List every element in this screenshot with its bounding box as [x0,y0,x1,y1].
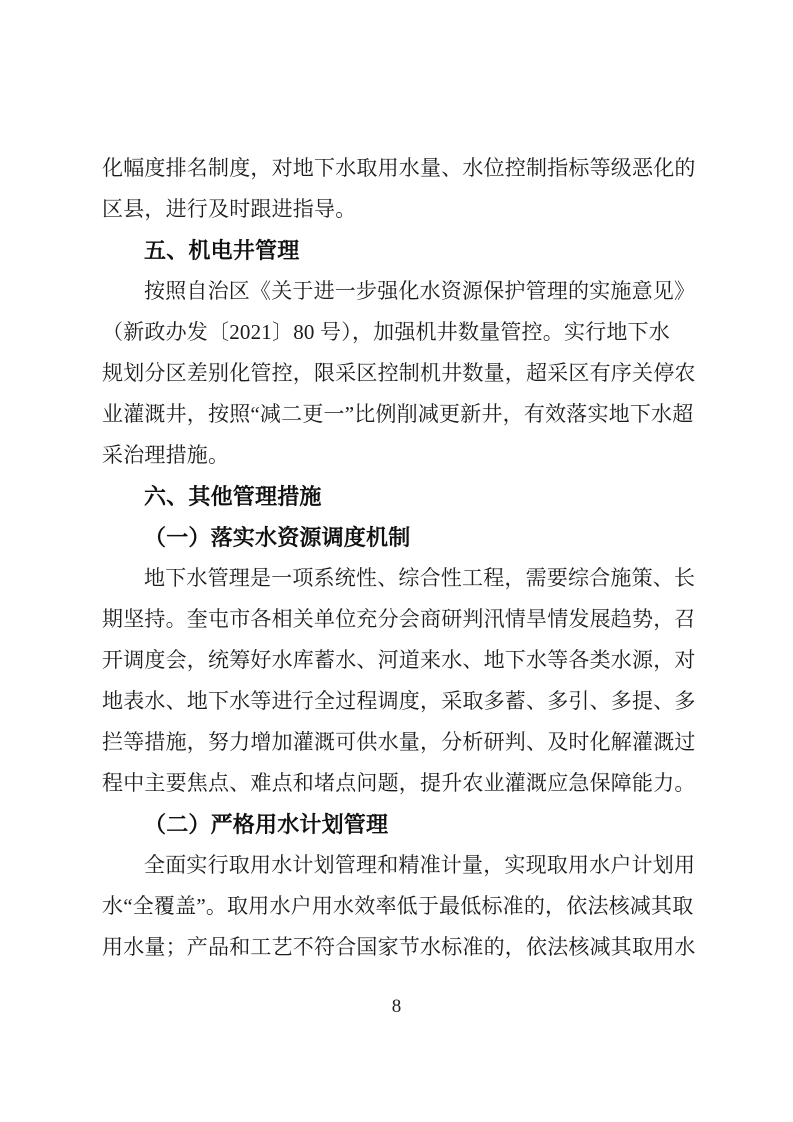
sub-section-heading: （二）严格用水计划管理 [144,812,389,837]
section-heading: 五、机电井管理 [144,238,300,263]
text-line: 化幅度排名制度，对地下水取用水量、水位控制指标等级恶化的 [102,156,696,180]
text-line: 地下水管理是一项系统性、综合性工程，需要综合施策、长 [144,566,696,590]
section-heading: 六、其他管理措施 [144,484,322,509]
text-line: 程中主要焦点、难点和堵点问题，提升农业灌溉应急保障能力。 [102,771,696,795]
text-line: 水“全覆盖”。取用水户用水效率低于最低标准的，依法核减其取 [102,894,694,918]
page-content [102,148,696,968]
text-line: 按照自治区《关于进一步强化水资源保护管理的实施意见》 [144,279,696,303]
text-line: 采治理措施。 [102,443,230,467]
text-line: 规划分区差别化管控，限采区控制机井数量，超采区有序关停农 [102,361,696,385]
text-line: 全面实行取用水计划管理和精准计量，实现取用水户计划用 [144,853,696,877]
sub-section-heading: （一）落实水资源调度机制 [144,525,411,550]
text-line: 期坚持。奎屯市各相关单位充分会商研判汛情旱情发展趋势，召 [102,607,696,631]
text-line: 地表水、地下水等进行全过程调度，采取多蓄、多引、多提、多 [102,689,696,713]
text-line: （新政办发〔2021〕80 号），加强机井数量管控。实行地下水 [102,320,670,344]
text-line: 业灌溉井，按照“减二更一”比例削减更新井，有效落实地下水超 [102,402,694,426]
page-number: 8 [391,996,402,1017]
text-line: 用水量；产品和工艺不符合国家节水标准的，依法核减其取用水 [102,935,696,959]
text-line: 区县，进行及时跟进指导。 [102,197,357,221]
text-line: 开调度会，统筹好水库蓄水、河道来水、地下水等各类水源，对 [102,648,696,672]
text-line: 拦等措施，努力增加灌溉可供水量，分析研判、及时化解灌溉过 [102,730,696,754]
